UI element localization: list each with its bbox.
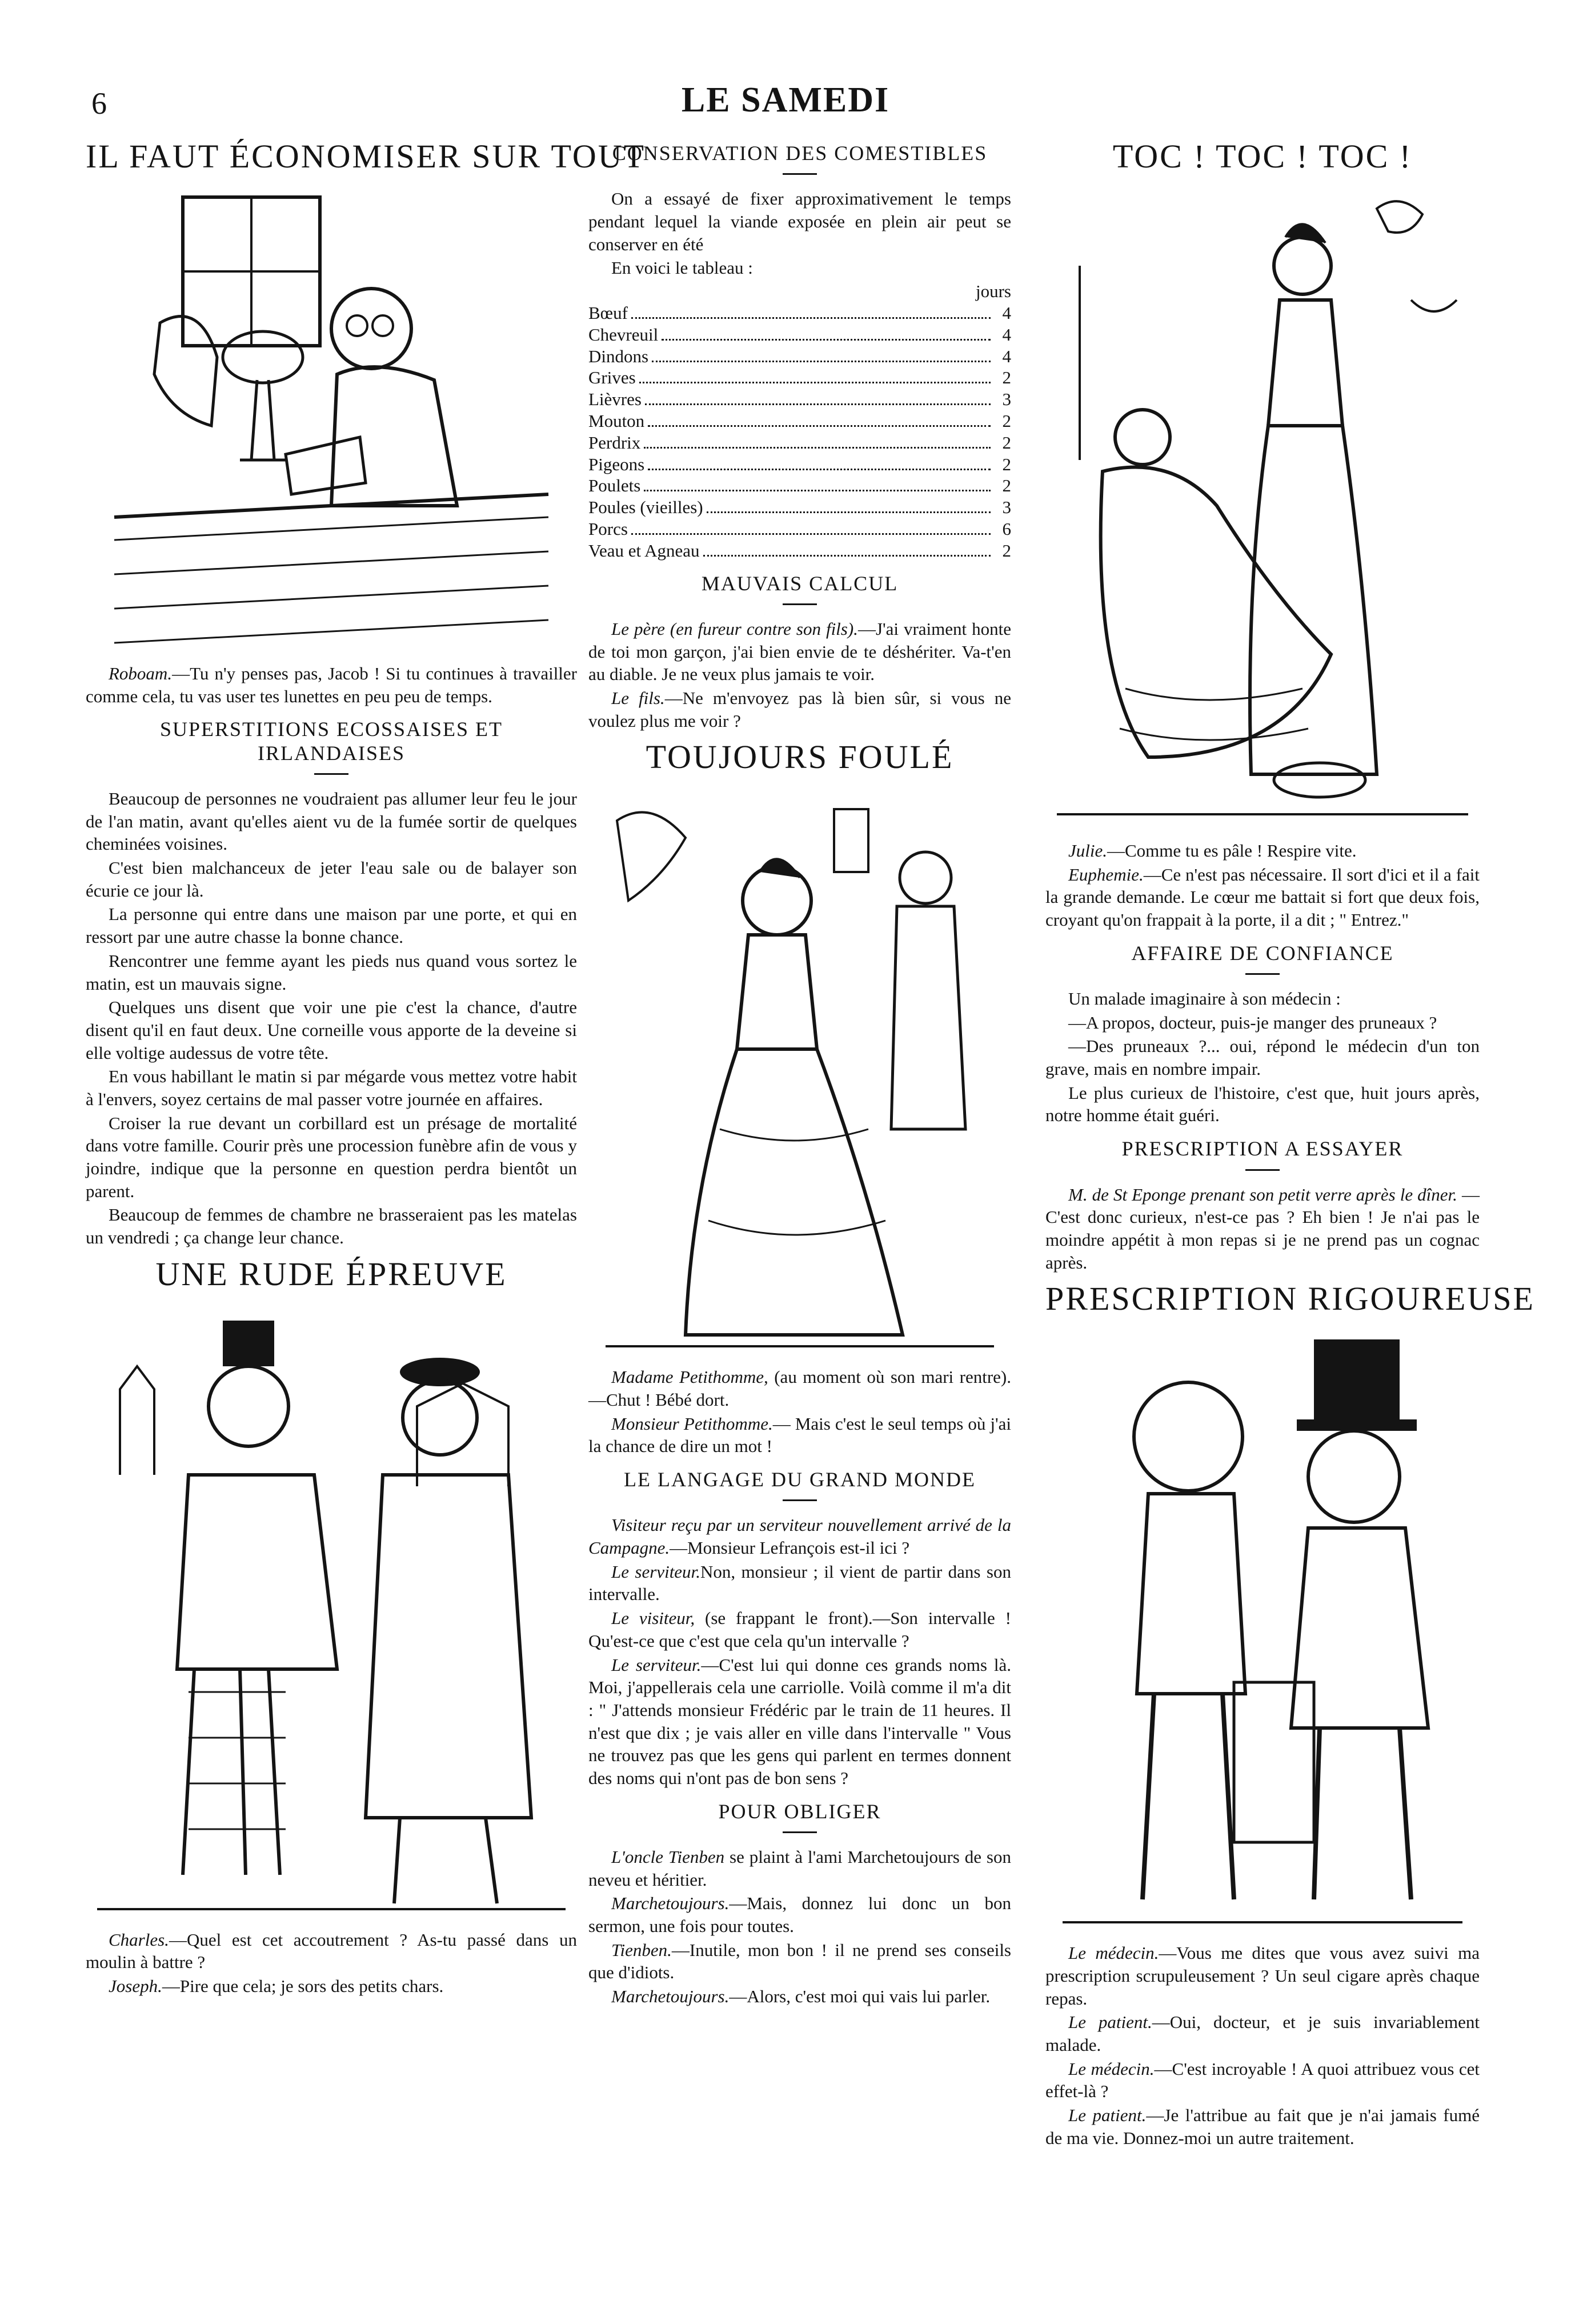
confiance-body bbox=[1045, 987, 1480, 1127]
paragraph: —A propos, docteur, puis-je manger des pruneaux ? bbox=[1068, 1012, 1437, 1033]
table-row: Lièvres 3 bbox=[588, 389, 1011, 410]
paragraph: Quelques uns disent que voir une pie c'est la chance, d'autre disent qu'il en faut deux. Une corneille vous apporte de la deveine si elle voltige audessus de votre tête. bbox=[86, 997, 577, 1063]
table-row: Veau et Agneau 2 bbox=[588, 540, 1011, 561]
column-middle: CONSERVATION DES COMESTIBLES On a essayé de fixer approximativement le temps pendant lequel la viande exposée en plein air peut se conserver en été En voici le tableau : jours Bœuf 4 Chevreuil 4 Dindons 4 Grives 2 Lièvres 3 Mouton 2 Perdrix 2 Pigeons 2 Poulets 2 Poules (vieilles) 3 Porcs 6 Veau et Agneau 2 MAUVAIS CALCUL Le père (en fureur contre son fils).—J'ai vraiment honte de toi mon garçon, j'ai bien envie de te déshériter. Va-t'en au diable. Je ne veux plus jamais te voir. Le fils.—Ne m'envoyez pas là bien sûr, si vous ne voulez plus me voir ? TOUJOURS FOULÉ Madame Petithomme, (au moment où son mari rentre).—Chut ! Bébé dort. Monsieur Petithomme.— Mais c'est le seul temps où j'ai la chance de dire un mot ! LE LANGAGE DU GRAND MONDE Visiteur reçu par un serviteur nouvellement arrivé de la Campagne.—Monsieur Lefrançois est-il ici ? Le serviteur.Non, monsieur ; il vient de partir dans son intervalle. Le visiteur, (se frappant le front).—Son intervalle ! Qu'est-ce que c'est que cela qu'un intervalle ? Le serviteur.—C'est lui qui donne ces grands noms là. Moi, j'appellerais cela une carriolle. Voilà comme il m'a dit : " J'attends monsieur Frédéric par le train de 11 heures. Il n'est que dix ; je vais aller en ville dans l'intervalle " Vous ne trouvez pas que les gens qui parlent en termes donnent des noms qui n'ont pas de bon sens ? POUR OBLIGER L'oncle Tienben se plaint à l'ami Marchetoujours de son neveu et héritier. Marchetoujours.—Mais, donnez lui donc un bon sermon, une fois pour toutes. Tienben.—Inutile, mon bon ! il ne prend ses conseils que d'idiots. Marchetoujours.—Alors, c'est moi qui vais lui parler. bbox=[588, 142, 1012, 2006]
foule-title: TOUJOURS FOULÉ bbox=[646, 738, 954, 776]
illustration-doctor-patient bbox=[1063, 1328, 1462, 1934]
toc-title: TOC ! TOC ! TOC ! bbox=[1112, 138, 1413, 175]
superstitions-title: SUPERSTITIONS ECOSSAISES ET IRLANDAISES bbox=[159, 718, 503, 765]
paragraph: Beaucoup de femmes de chambre ne brasseraient pas les matelas un vendredi ; ça change leur chance. bbox=[86, 1205, 577, 1247]
paragraph: —Des pruneaux ?... oui, répond le médecin d'un ton grave, mais en nombre impair. bbox=[1045, 1036, 1480, 1079]
confiance-title: AFFAIRE DE CONFIANCE bbox=[1131, 941, 1394, 965]
table-row: Chevreuil 4 bbox=[588, 324, 1011, 345]
illustration-woman-in-dress bbox=[606, 786, 994, 1358]
epreuve-title: UNE RUDE ÉPREUVE bbox=[155, 1255, 507, 1293]
conservation-unit: jours bbox=[976, 281, 1011, 302]
section-rule bbox=[1245, 1169, 1280, 1171]
section-rule bbox=[314, 773, 348, 775]
conservation-title: CONSERVATION DES COMESTIBLES bbox=[612, 142, 988, 165]
section-rule bbox=[783, 603, 817, 605]
paragraph: Beaucoup de personnes ne voudraient pas allumer leur feu le jour de l'an matin, avant qu'elles aient vu de la fumée sortir de quelques cheminées voisines. bbox=[86, 789, 577, 854]
conservation-intro: On a essayé de fixer approximativement le temps pendant lequel la viande exposée en plein air peut se conserver en été bbox=[588, 189, 1011, 254]
table-row: Grives 2 bbox=[588, 367, 1011, 388]
table-row: Mouton 2 bbox=[588, 410, 1011, 431]
column-right: TOC ! TOC ! TOC ! Julie.—Comme tu es pâle ! Respire vite. Euphemie.—Ce n'est pas nécessaire. Il sort d'ici et il a fait la grande demande. Le cœur me battait si fort que deux fois, croyant qu'on frappait à la porte, il a dit ; " Entrez." AFFAIRE DE CONFIANCE Un malade imaginaire à son médecin : —A propos, docteur, puis-je manger des pruneaux ? —Des pruneaux ?... oui, répond le médecin d'un ton grave, mais en nombre impair. Le plus curieux de l'histoire, c'est que, huit jours après, notre homme était guéri. PRESCRIPTION A ESSAYER M. de St Eponge prenant son petit verre après le dîner. — C'est donc curieux, n'est-ce pas ? Eh bien ! Je n'ai pas le moindre appétit à mon repas si je ne prend pas un cognac après. PRESCRIPTION RIGOUREUSE Le médecin.—Vous me dites que vous avez suivi ma prescription scrupuleusement ? Un seul cigare après chaque repas. Le patient.—Oui, docteur, et je suis invariablement malade. Le médecin.—C'est incroyable ! A quoi attribuez vous cet effet-là ? Le patient.—Je l'attribue au fait que je n'ai jamais fumé de ma vie. Donnez-moi un autre traitement. bbox=[1045, 131, 1480, 2290]
paragraph: C'est bien malchanceux de jeter l'eau sale ou de balayer son écurie ce jour là. bbox=[86, 858, 577, 901]
toc-caption: Julie.—Comme tu es pâle ! Respire vite. Euphemie.—Ce n'est pas nécessaire. Il sort d'ici et il a fait la grande demande. Le cœur me battait si fort que deux fois, croyant qu'on frappait à la porte, il a dit ; " Entrez." bbox=[1045, 841, 1480, 930]
paragraph: Rencontrer une femme ayant les pieds nus quand vous sortez le matin, est un mauvais signe. bbox=[86, 950, 577, 994]
langage-title: LE LANGAGE DU GRAND MONDE bbox=[624, 1468, 976, 1491]
conservation-lead: En voici le tableau : bbox=[611, 258, 753, 278]
table-row: Pigeons 2 bbox=[588, 454, 1011, 474]
table-row: Perdrix 2 bbox=[588, 432, 1011, 453]
illustration-two-men-street bbox=[97, 1303, 566, 1921]
obliger-title: POUR OBLIGER bbox=[718, 1799, 881, 1823]
table-row: Poulets 2 bbox=[588, 475, 1011, 496]
paragraph: Le plus curieux de l'histoire, c'est que, huit jours après, notre homme était guéri. bbox=[1045, 1082, 1480, 1126]
table-row: Poules (vieilles) 3 bbox=[588, 497, 1011, 518]
economiser-caption: Roboam.—Tu n'y penses pas, Jacob ! Si tu continues à travailler comme cela, tu vas user tes lunettes en peu peu de temps. bbox=[86, 663, 577, 706]
superstitions-body bbox=[86, 787, 577, 1249]
illustration-two-women-salon bbox=[1057, 186, 1468, 831]
page-number: 6 bbox=[91, 86, 107, 121]
table-row: Porcs 6 bbox=[588, 519, 1011, 539]
illustration-reading-man bbox=[114, 186, 548, 654]
section-rule bbox=[783, 1499, 817, 1501]
paragraph: En vous habillant le matin si par mégarde vous mettez votre habit à l'envers, soyez certains de mal passer votre journée en affaires. bbox=[86, 1066, 577, 1109]
journal-title: LE SAMEDI bbox=[681, 81, 890, 119]
rigoureuse-title: PRESCRIPTION RIGOUREUSE bbox=[1045, 1280, 1535, 1318]
conservation-table bbox=[588, 281, 1011, 562]
column-left bbox=[86, 131, 646, 2290]
mauvais-calcul-title: MAUVAIS CALCUL bbox=[701, 571, 899, 595]
section-rule bbox=[1245, 973, 1280, 975]
section-rule bbox=[783, 1831, 817, 1833]
rigoureuse-caption: Le médecin.—Vous me dites que vous avez suivi ma prescription scrupuleusement ? Un seul cigare après chaque repas. Le patient.—Oui, docteur, et je suis invariablement malade. Le médecin.—C'est incroyable ! A quoi attribuez vous cet effet-là ? Le patient.—Je l'attribue au fait que je n'ai jamais fumé de ma vie. Donnez-moi un autre traitement. bbox=[1045, 1943, 1480, 2148]
epreuve-caption: Charles.—Quel est cet accoutrement ? As-tu passé dans un moulin à battre ? Joseph.—Pire que cela; je sors des petits chars. bbox=[86, 1929, 577, 1996]
essayer-title: PRESCRIPTION A ESSAYER bbox=[1121, 1137, 1404, 1161]
economiser-title: IL FAUT ÉCONOMISER SUR TOUT bbox=[86, 138, 646, 175]
paragraph: Croiser la rue devant un corbillard est un présage de mortalité dans votre famille. Courir près une procession funèbre afin de vous y joindre, indique que la personne en question perdra bientôt un parent. bbox=[86, 1113, 577, 1201]
paragraph: Un malade imaginaire à son médecin : bbox=[1068, 989, 1341, 1009]
foule-caption: Madame Petithomme, (au moment où son mari rentre).—Chut ! Bébé dort. Monsieur Petithomme.— Mais c'est le seul temps où j'ai la chance de dire un mot ! bbox=[588, 1367, 1012, 1457]
section-rule bbox=[783, 173, 817, 175]
paragraph: La personne qui entre dans une maison par une porte, et qui en ressort par une autre chasse la bonne chance. bbox=[86, 904, 577, 947]
table-row: Bœuf 4 bbox=[588, 302, 1011, 323]
table-row: Dindons 4 bbox=[588, 346, 1011, 366]
